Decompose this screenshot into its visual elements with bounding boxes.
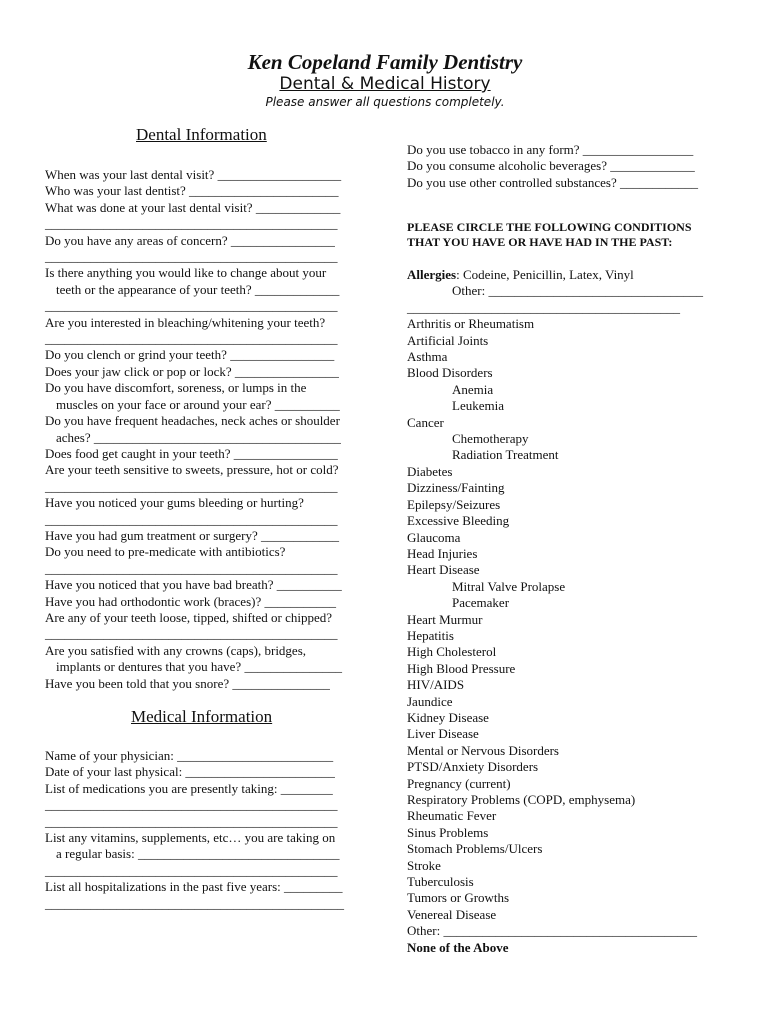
question-line: Do you have frequent headaches, neck aches or shoulder xyxy=(45,413,340,429)
condition-item: Venereal Disease xyxy=(407,906,497,922)
question-line: List all hospitalizations in the past five years: _________ xyxy=(45,879,343,895)
question-line: When was your last dental visit? ___________________ xyxy=(45,167,342,182)
question-line: Are you satisfied with any crowns (caps), bridges, xyxy=(45,642,307,658)
condition-item: Pacemaker xyxy=(452,595,510,611)
question-line: What was done at your last dental visit? _____________ xyxy=(45,199,341,215)
answer-line: _____________________________________________ xyxy=(45,216,338,232)
condition-item: Jaundice xyxy=(407,693,453,709)
medical-questions xyxy=(45,748,375,912)
condition-item: Mitral Valve Prolapse xyxy=(452,578,566,594)
allergies-label: Allergies xyxy=(407,267,457,282)
answer-line: _____________________________________________ xyxy=(45,862,338,878)
condition-item: Artificial Joints xyxy=(407,332,489,348)
condition-item: High Blood Pressure xyxy=(407,660,516,676)
condition-item: Respiratory Problems (COPD, emphysema) xyxy=(407,792,636,807)
instruction-note: Please answer all questions completely. xyxy=(265,95,505,109)
dental-heading: Dental Information xyxy=(136,125,267,144)
answer-line: _____________________________________________ xyxy=(45,478,338,494)
condition-item: Epilepsy/Seizures xyxy=(407,496,501,512)
answer-line: _____________________________________________ xyxy=(45,626,338,642)
question-line: muscles on your face or around your ear? __________ xyxy=(56,396,340,412)
condition-item: Heart Murmur xyxy=(407,611,483,627)
question-line: Do you consume alcoholic beverages? _____________ xyxy=(407,158,695,174)
circle-instruction: PLEASE CIRCLE THE FOLLOWING CONDITIONS xyxy=(407,219,692,234)
question-line: Have you had orthodontic work (braces)? ___________ xyxy=(45,593,336,609)
question-line: Is there anything you would like to change about your xyxy=(45,265,327,281)
question-line: implants or dentures that you have? _______________ xyxy=(56,659,342,675)
answer-line: _____________________________________________ xyxy=(45,511,338,527)
condition-item: Blood Disorders xyxy=(407,365,493,381)
right-column xyxy=(407,142,737,956)
condition-item: Tumors or Growths xyxy=(407,890,510,906)
question-line: Who was your last dentist? _______________________ xyxy=(45,183,339,199)
question-line: Are any of your teeth loose, tipped, shifted or chipped? xyxy=(45,609,332,625)
answer-line: __________________________________________ xyxy=(407,299,680,315)
condition-none: None of the Above xyxy=(407,939,509,955)
answer-line: _____________________________________________ xyxy=(45,298,338,314)
form-title: Ken Copeland Family Dentistry xyxy=(247,50,523,74)
condition-item: Chemotherapy xyxy=(452,431,529,447)
question-line: a regular basis: _______________________________ xyxy=(56,846,340,862)
question-line: List any vitamins, supplements, etc… you are taking on xyxy=(45,830,336,846)
condition-item: Kidney Disease xyxy=(407,709,489,725)
question-line: Have you noticed that you have bad breath? __________ xyxy=(45,577,342,593)
allergies-other: Other: _________________________________ xyxy=(452,283,703,299)
answer-line: _____________________________________________ xyxy=(45,813,338,829)
question-line: Are your teeth sensitive to sweets, pressure, hot or cold? xyxy=(45,462,339,478)
condition-item: Glaucoma xyxy=(407,529,461,545)
question-line: Do you use other controlled substances? ____________ xyxy=(407,174,699,190)
condition-item: Leukemia xyxy=(452,398,504,414)
condition-item: Pregnancy (current) xyxy=(407,775,511,791)
answer-line: ______________________________________________ xyxy=(45,895,344,911)
question-line: aches? ______________________________________ xyxy=(56,429,341,445)
condition-item: Anemia xyxy=(452,381,494,397)
medical-heading: Medical Information xyxy=(131,707,273,726)
spacer xyxy=(407,208,737,220)
condition-item: Rheumatic Fever xyxy=(407,808,497,824)
condition-item: Cancer xyxy=(407,414,444,430)
condition-item: Stomach Problems/Ulcers xyxy=(407,841,543,857)
condition-item: PTSD/Anxiety Disorders xyxy=(407,759,539,775)
question-line: Have you been told that you snore? _______________ xyxy=(45,675,330,691)
allergies-line xyxy=(407,267,737,283)
question-line: List of medications you are presently taking: ________ xyxy=(45,780,333,796)
question-line: Have you had gum treatment or surgery? ____________ xyxy=(45,527,339,543)
question-line: Do you use tobacco in any form? _________________ xyxy=(407,142,694,157)
question-line: Have you noticed your gums bleeding or hurting? xyxy=(45,495,304,511)
condition-item: Dizziness/Fainting xyxy=(407,480,505,496)
answer-line: _____________________________________________ xyxy=(45,797,338,813)
condition-item: Asthma xyxy=(407,349,448,365)
condition-item: Heart Disease xyxy=(407,562,480,578)
circle-instruction: THAT YOU HAVE OR HAVE HAD IN THE PAST: xyxy=(407,235,673,250)
condition-item: Sinus Problems xyxy=(407,824,489,840)
condition-item: Arthritis or Rheumatism xyxy=(407,316,535,332)
question-line: Do you need to pre-medicate with antibiotics? xyxy=(45,544,286,560)
condition-item: Liver Disease xyxy=(407,726,479,742)
question-line: Does your jaw click or pop or lock? ________________ xyxy=(45,363,339,379)
condition-item: Stroke xyxy=(407,857,441,873)
condition-item: Mental or Nervous Disorders xyxy=(407,742,559,758)
condition-item: HIV/AIDS xyxy=(407,677,465,693)
spacer xyxy=(407,191,737,207)
answer-line: _____________________________________________ xyxy=(45,560,338,576)
answer-line: _____________________________________________ xyxy=(45,331,338,347)
form-subtitle: Dental & Medical History xyxy=(279,74,491,94)
answer-line: _____________________________________________ xyxy=(45,249,338,265)
question-line: Do you clench or grind your teeth? ________________ xyxy=(45,347,335,363)
condition-item: Radiation Treatment xyxy=(452,447,559,463)
question-line: Do you have discomfort, soreness, or lumps in the xyxy=(45,380,307,396)
condition-item: Hepatitis xyxy=(407,627,454,643)
condition-item: Tuberculosis xyxy=(407,874,474,890)
allergies-items: : Codeine, Penicillin, Latex, Vinyl xyxy=(456,267,634,282)
spacer xyxy=(407,251,737,267)
condition-other: Other: _______________________________________ xyxy=(407,923,697,939)
question-line: Date of your last physical: _______________________ xyxy=(45,764,335,780)
question-line: teeth or the appearance of your teeth? _____________ xyxy=(56,281,340,297)
question-line: Are you interested in bleaching/whitening your teeth? xyxy=(45,314,326,330)
condition-item: Head Injuries xyxy=(407,545,478,561)
condition-item: Diabetes xyxy=(407,463,453,479)
question-line: Name of your physician: ________________________ xyxy=(45,748,334,763)
dental-questions xyxy=(45,167,375,692)
question-line: Does food get caught in your teeth? ________________ xyxy=(45,445,338,461)
question-line: Do you have any areas of concern? ________________ xyxy=(45,232,335,248)
condition-item: Excessive Bleeding xyxy=(407,513,510,529)
condition-item: High Cholesterol xyxy=(407,644,497,660)
